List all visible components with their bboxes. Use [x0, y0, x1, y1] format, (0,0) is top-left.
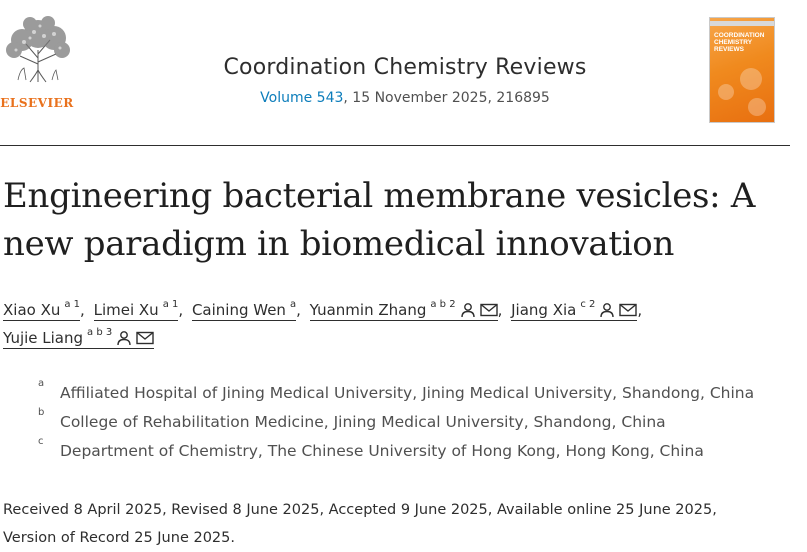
author-list [3, 296, 793, 352]
affiliation-text: Affiliated Hospital of Jining Medical University, Jining Medical University, Shandong, China [60, 384, 755, 402]
author-name: Limei Xu [93, 301, 159, 319]
author-name: Xiao Xu [3, 301, 61, 319]
cover-top-bar [710, 21, 775, 26]
cover-title-line1: COORDINATION [714, 32, 765, 39]
article-title: Engineering bacterial membrane vesicles: A new paradigm in biomedical innovation [3, 176, 756, 264]
affiliation-item [38, 436, 798, 469]
article-header [0, 0, 807, 148]
cover-title [714, 32, 774, 53]
issue-details: , 15 November 2025, 216895 [343, 90, 550, 106]
affiliation-text: Department of Chemistry, The Chinese University of Hong Kong, Hong Kong, China [60, 442, 704, 460]
journal-cover[interactable] [709, 17, 775, 123]
cover-title-line2: CHEMISTRY REVIEWS [714, 39, 752, 53]
author-limei-xu[interactable] [94, 300, 179, 321]
author-name: Caining Wen [191, 301, 286, 319]
journal-block [170, 52, 640, 107]
dates-line-2: Version of Record 25 June 2025. [3, 530, 235, 546]
author-affil-marks: a b 2 [430, 299, 456, 310]
affiliation-list [38, 378, 798, 469]
affiliation-label: c [38, 436, 44, 447]
author-affil-marks: c 2 [580, 299, 596, 310]
author-separator: , [637, 301, 643, 319]
author-separator: , [80, 301, 85, 319]
header-divider [0, 145, 790, 146]
publisher-name: ELSEVIER [0, 96, 74, 110]
mail-icon[interactable] [480, 303, 498, 317]
affiliation-label: a [38, 378, 45, 389]
author-affil-marks: a 1 [162, 299, 179, 310]
person-icon[interactable] [599, 302, 615, 318]
author-name: Yuanmin Zhang [309, 301, 427, 319]
affiliation-item [38, 407, 798, 440]
author-caining-wen[interactable] [192, 300, 296, 321]
author-affil-marks: a 1 [64, 299, 81, 310]
author-yujie-liang[interactable] [3, 328, 154, 349]
author-separator: , [178, 301, 184, 319]
publication-dates [3, 496, 793, 552]
author-separator: , [497, 301, 503, 319]
author-jiang-xia[interactable] [511, 300, 637, 321]
affiliation-label: b [38, 407, 45, 418]
author-name: Yujie Liang [3, 329, 84, 347]
author-name: Jiang Xia [511, 301, 577, 319]
cover-graphic [740, 68, 762, 90]
tree-icon [0, 14, 76, 84]
person-icon[interactable] [460, 302, 476, 318]
author-affil-marks: a b 3 [87, 327, 113, 338]
author-yuanmin-zhang[interactable] [310, 300, 498, 321]
elsevier-logo[interactable] [0, 14, 76, 110]
author-affil-marks: a [289, 299, 297, 310]
author-separator: , [296, 301, 301, 319]
issue-line [170, 89, 640, 107]
author-xiao-xu[interactable] [3, 300, 80, 321]
cover-graphic [718, 84, 734, 100]
affiliation-text: College of Rehabilitation Medicine, Jining Medical University, Shandong, China [60, 413, 666, 431]
cover-graphic [748, 98, 766, 116]
mail-icon[interactable] [136, 331, 154, 345]
volume-link[interactable]: Volume 543 [260, 90, 344, 106]
dates-line-1: Received 8 April 2025, Revised 8 June 2025, Accepted 9 June 2025, Available online 25 June 2025, [3, 502, 717, 518]
journal-title[interactable]: Coordination Chemistry Reviews [223, 55, 587, 80]
person-icon[interactable] [116, 330, 132, 346]
mail-icon[interactable] [619, 303, 637, 317]
affiliation-item [38, 378, 798, 411]
